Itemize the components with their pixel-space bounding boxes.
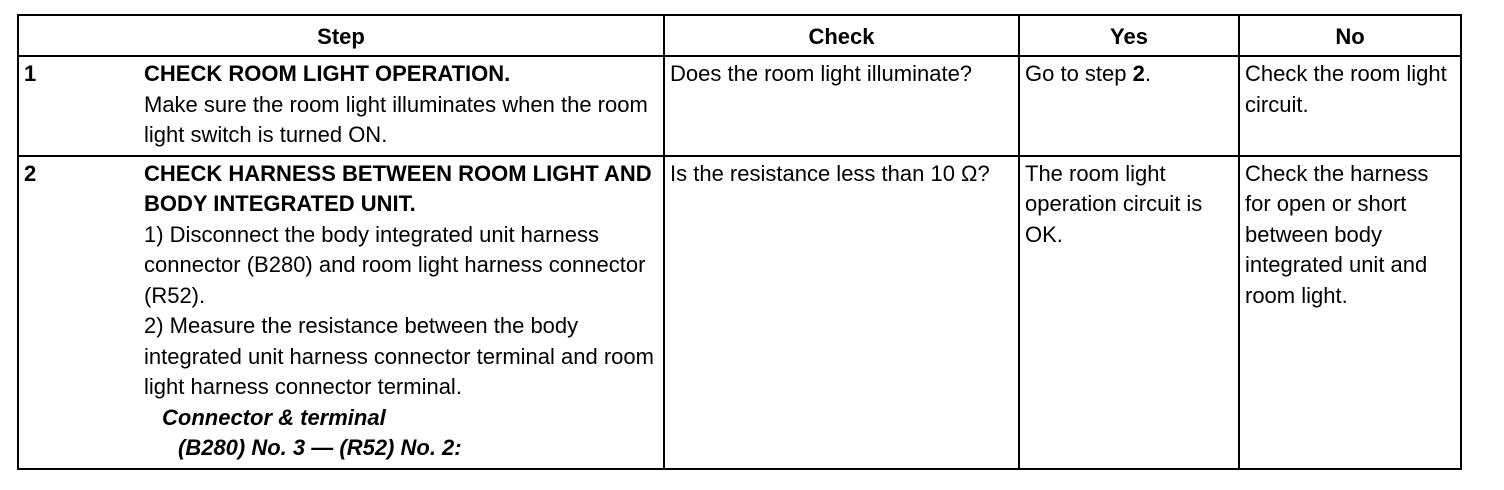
step-number: 1 — [24, 61, 37, 86]
check-cell: Does the room light illuminate? — [664, 56, 1019, 156]
note-label: Connector & terminal — [162, 404, 386, 430]
check-cell: Is the resistance less than 10 Ω? — [664, 156, 1019, 469]
yes-text: Go to step — [1025, 61, 1133, 86]
step-title: CHECK HARNESS BETWEEN ROOM LIGHT AND BODY INTEGRATED UNIT. — [144, 160, 652, 216]
step-title: CHECK ROOM LIGHT OPERATION. — [144, 61, 511, 86]
no-cell: Check the room light circuit. — [1239, 56, 1461, 156]
yes-step-link: 2 — [1132, 61, 1145, 86]
header-yes: Yes — [1019, 15, 1239, 56]
table-row — [18, 156, 1461, 469]
step-cell — [18, 156, 664, 469]
note-value: (B280) No. 3 — (R52) No. 2: — [178, 435, 462, 460]
header-row — [18, 15, 1461, 56]
no-cell: Check the harness for open or short between body integrated unit and room light. — [1239, 156, 1461, 469]
step-description: Make sure the room light illuminates when the room light switch is turned ON. — [144, 91, 648, 147]
step-instruction-1: 1) Disconnect the body integrated unit harness connector (B280) and room light harness connector (R52). — [144, 221, 646, 308]
diagnostic-table — [17, 14, 1462, 470]
header-check: Check — [664, 15, 1019, 56]
step-instruction-2: 2) Measure the resistance between the body integrated unit harness connector terminal and room light harness connector terminal. — [144, 313, 654, 399]
step-cell — [18, 56, 664, 156]
header-step: Step — [18, 15, 664, 56]
table-row — [18, 56, 1461, 156]
yes-cell: The room light operation circuit is OK. — [1019, 156, 1239, 469]
step-number: 2 — [24, 160, 37, 186]
header-no: No — [1239, 15, 1461, 56]
yes-cell — [1019, 56, 1239, 156]
yes-suffix: . — [1144, 61, 1151, 86]
